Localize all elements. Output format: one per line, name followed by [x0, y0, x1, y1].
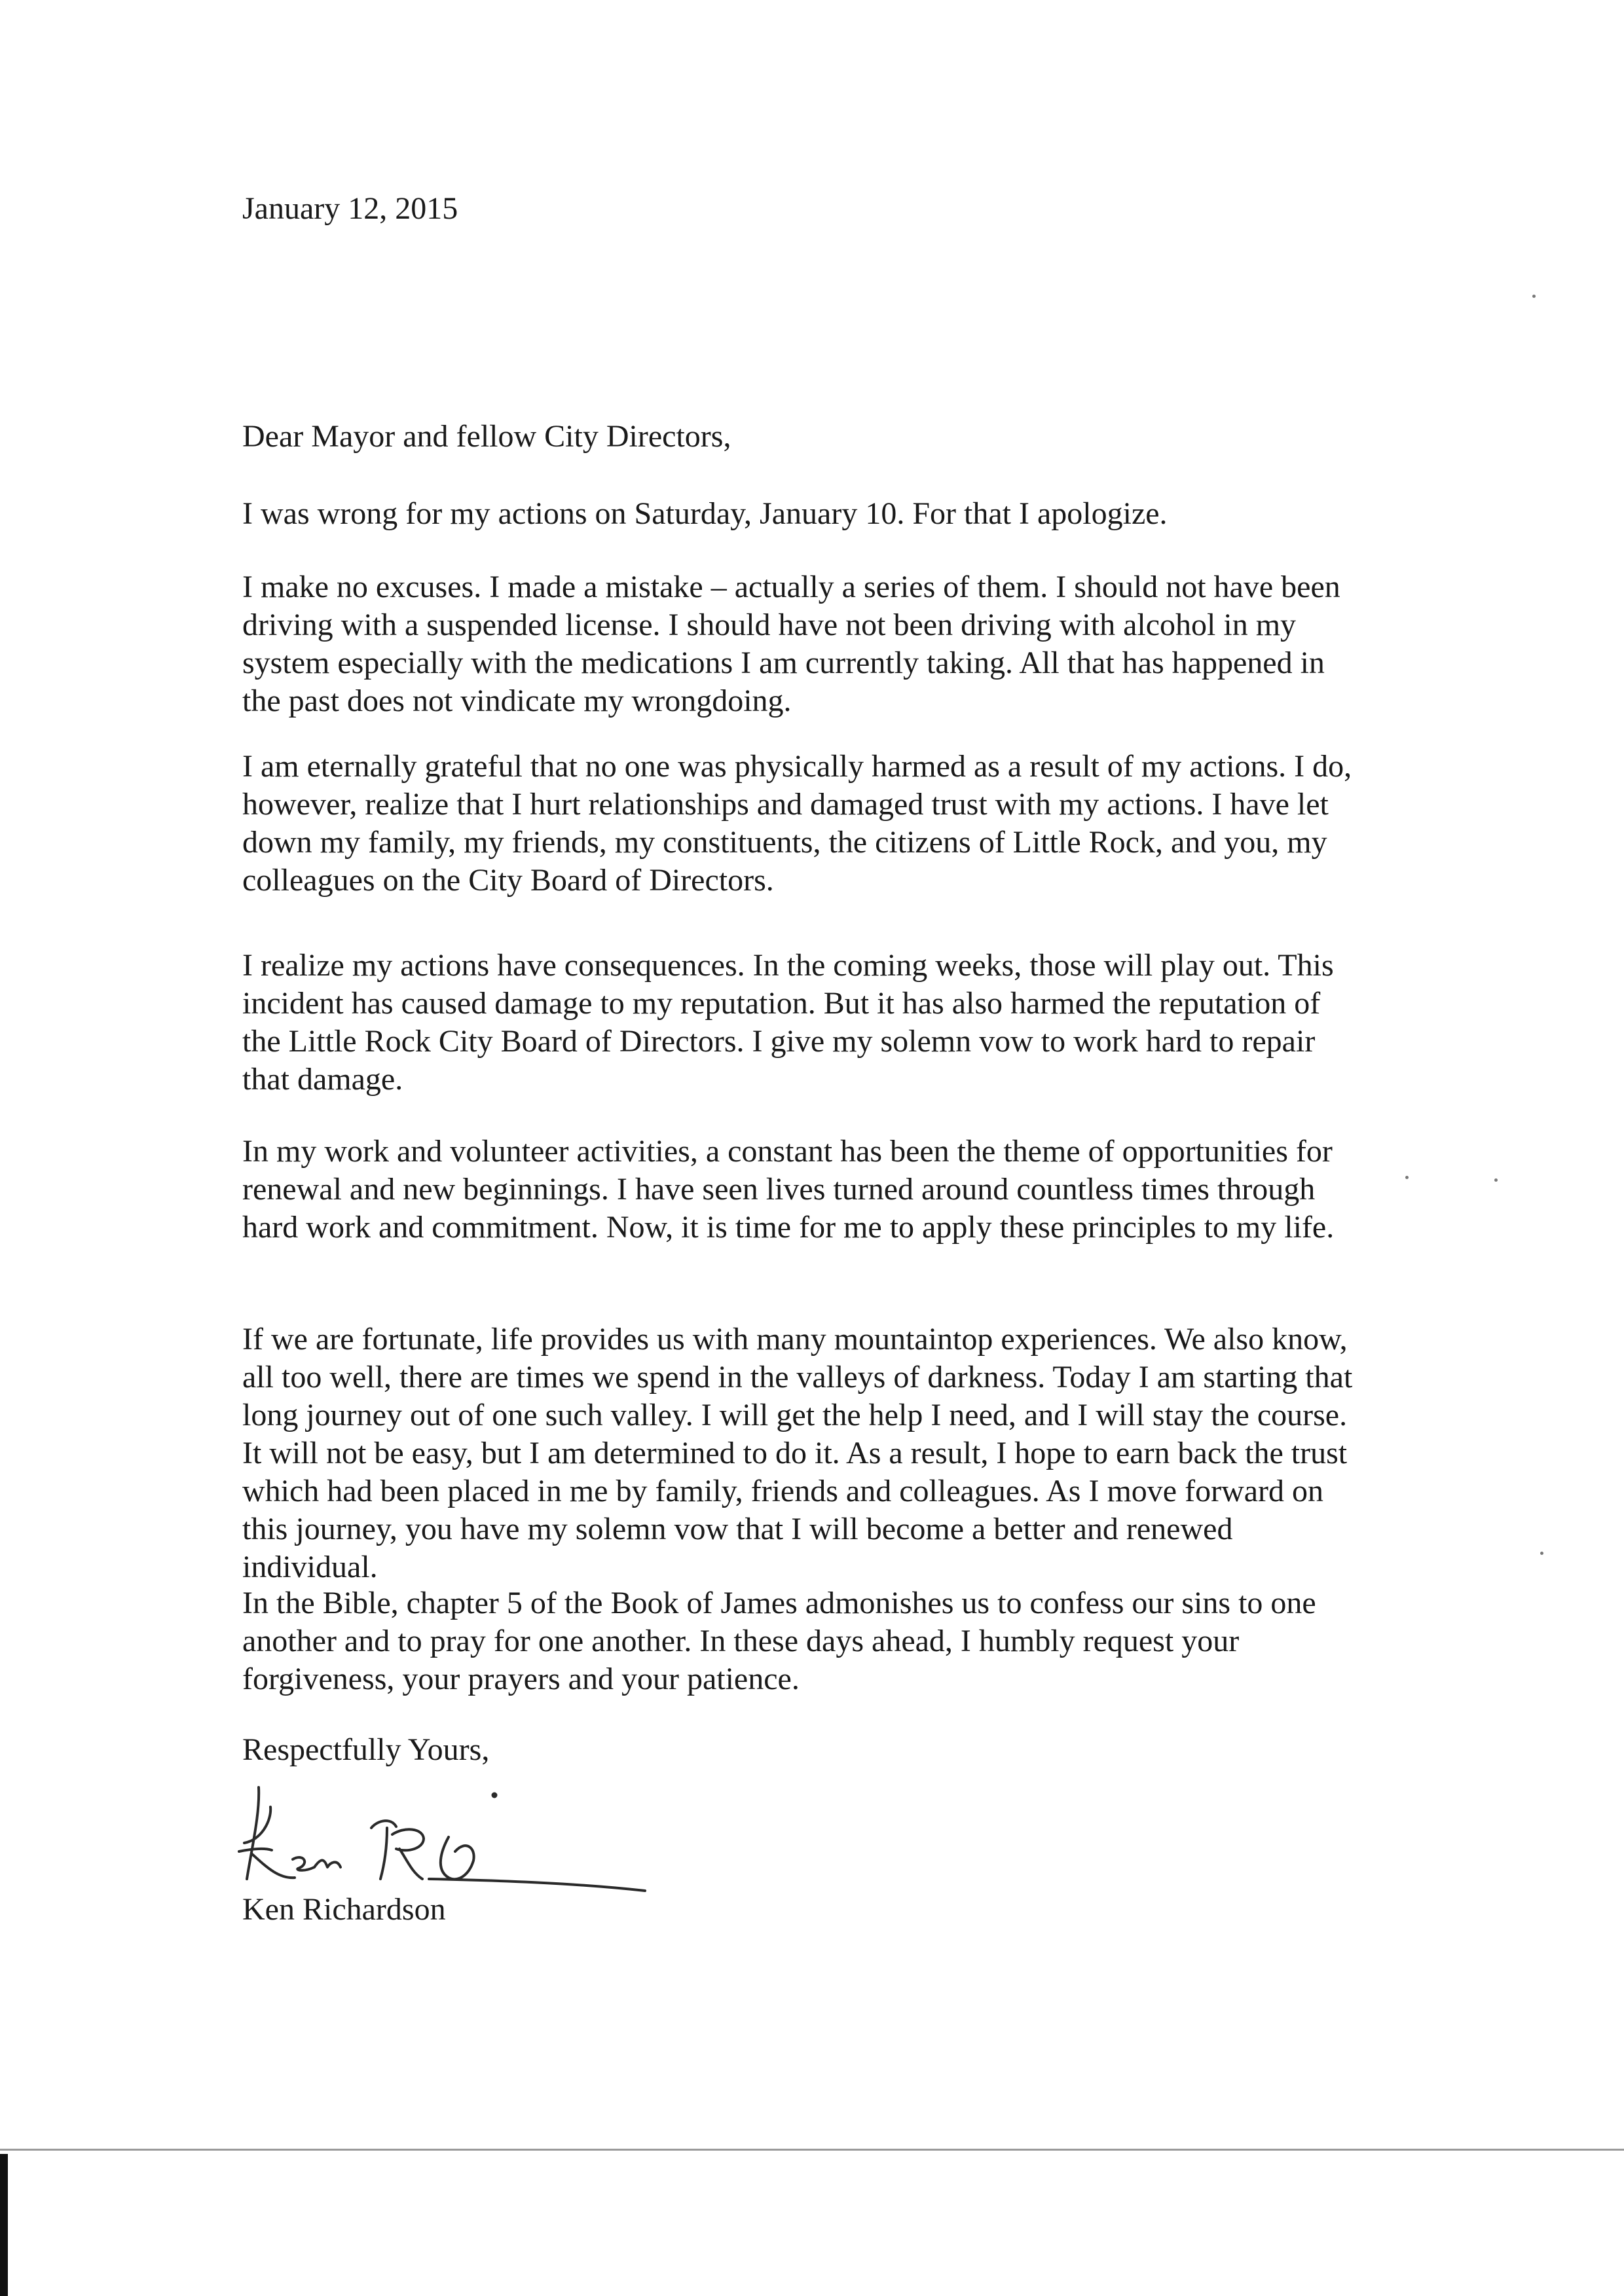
scan-border-line: [0, 2149, 1624, 2151]
paragraph-line: I am eternally grateful that no one was physically harmed as a result of my actions. I do,: [242, 749, 1352, 784]
paragraph-line: colleagues on the City Board of Directors.: [242, 863, 774, 898]
paragraph-line: hard work and commitment. Now, it is time for me to apply these principles to my life.: [242, 1210, 1335, 1245]
paragraph-line: incident has caused damage to my reputation. But it has also harmed the reputation of: [242, 986, 1321, 1021]
handwritten-signature: [232, 1781, 652, 1899]
signer-name: Ken Richardson: [242, 1892, 446, 1927]
paragraph-line: system especially with the medications I am currently taking. All that has happened in: [242, 646, 1325, 680]
paragraph-2: [242, 568, 1340, 720]
paragraph-line: If we are fortunate, life provides us with many mountaintop experiences. We also know,: [242, 1322, 1348, 1357]
paragraph-line: I realize my actions have consequences. In the coming weeks, those will play out. This: [242, 948, 1334, 983]
paragraph-line: I make no excuses. I made a mistake – actually a series of them. I should not have been: [242, 570, 1340, 604]
paragraph-line: In my work and volunteer activities, a constant has been the theme of opportunities for: [242, 1134, 1333, 1169]
scan-speck: [1405, 1176, 1409, 1179]
scan-speck: [1494, 1178, 1498, 1182]
paragraph-line: the past does not vindicate my wrongdoing.: [242, 683, 792, 718]
paragraph-line: another and to pray for one another. In these days ahead, I humbly request your: [242, 1624, 1240, 1658]
paragraph-line: driving with a suspended license. I should have not been driving with alcohol in my: [242, 608, 1297, 642]
scan-speck: [1532, 295, 1536, 298]
paragraph-line: that damage.: [242, 1062, 403, 1097]
paragraph-line: which had been placed in me by family, friends and colleagues. As I move forward on: [242, 1474, 1324, 1508]
scan-speck: [1540, 1552, 1543, 1555]
paragraph-line: this journey, you have my solemn vow that I will become a better and renewed: [242, 1512, 1233, 1546]
closing: Respectfully Yours,: [242, 1732, 490, 1767]
paragraph-3: [242, 748, 1352, 900]
paragraph-1: [242, 495, 1168, 533]
paragraph-line: all too well, there are times we spend in the valleys of darkness. Today I am starting that: [242, 1360, 1353, 1394]
paragraph-line: It will not be easy, but I am determined to do it. As a result, I hope to earn back the trust: [242, 1436, 1348, 1470]
paragraph-line: however, realize that I hurt relationships and damaged trust with my actions. I have let: [242, 787, 1329, 822]
paragraph-line: renewal and new beginnings. I have seen lives turned around countless times through: [242, 1172, 1316, 1207]
paragraph-line: I was wrong for my actions on Saturday, January 10. For that I apologize.: [242, 496, 1168, 531]
paragraph-6: [242, 1321, 1352, 1586]
paragraph-line: long journey out of one such valley. I will get the help I need, and I will stay the course.: [242, 1398, 1348, 1432]
paragraph-line: forgiveness, your prayers and your patience.: [242, 1662, 800, 1696]
letter-date: January 12, 2015: [242, 191, 458, 226]
salutation: Dear Mayor and fellow City Directors,: [242, 419, 731, 454]
paragraph-line: the Little Rock City Board of Directors. I give my solemn vow to work hard to repair: [242, 1024, 1316, 1059]
paragraph-5: [242, 1133, 1334, 1247]
paragraph-4: [242, 947, 1334, 1099]
scan-edge-mark: [0, 2154, 8, 2296]
paragraph-7: [242, 1584, 1316, 1698]
paragraph-line: In the Bible, chapter 5 of the Book of James admonishes us to confess our sins to one: [242, 1586, 1316, 1620]
paragraph-line: down my family, my friends, my constituents, the citizens of Little Rock, and you, my: [242, 825, 1327, 860]
paragraph-line: individual.: [242, 1550, 378, 1584]
